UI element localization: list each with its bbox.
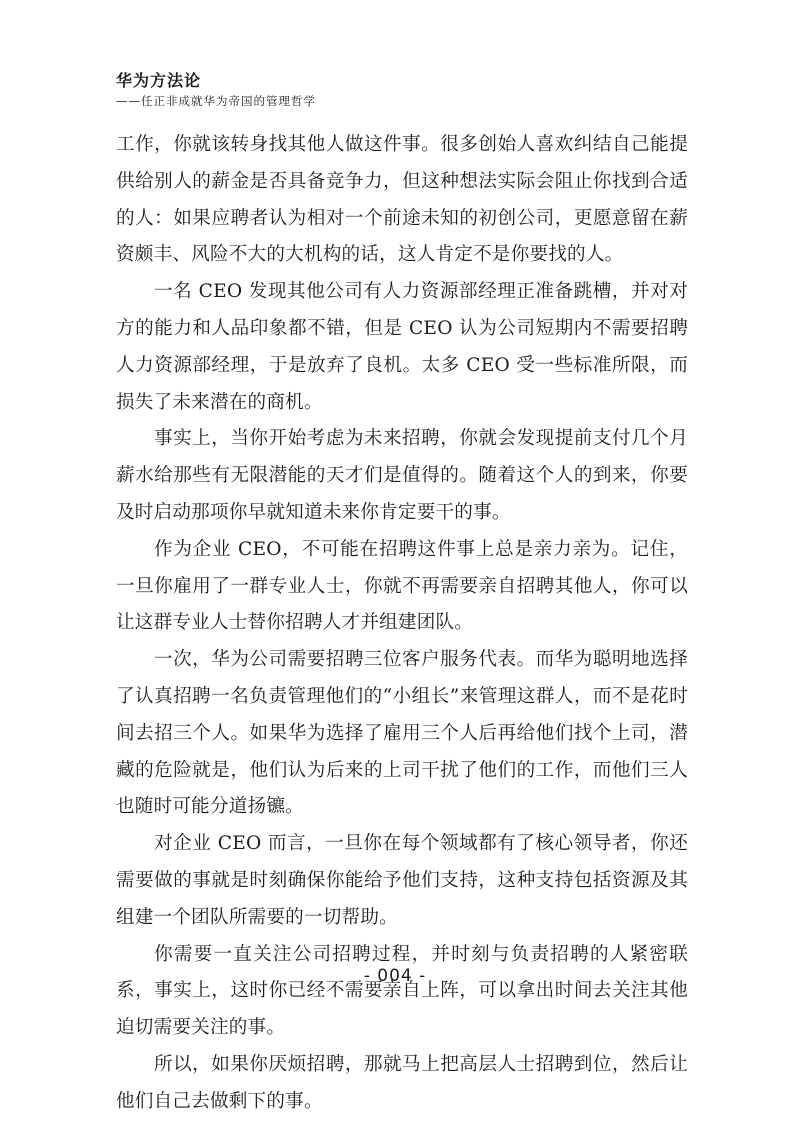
paragraph: 你需要一直关注公司招聘过程，并时刻与负责招聘的人紧密联系，事实上，这时你已经不需要亲自上阵，可以拿出时间去关注其他迫切需要关注的事。 [116, 943, 688, 1039]
page-number: - 004 - [363, 966, 427, 986]
running-header [116, 70, 316, 109]
paragraph: 事实上，当你开始考虑为未来招聘，你就会发现提前支付几个月薪水给那些有无限潜能的天才们是值得的。随着这个人的到来，你要及时启动那项你早就知道未来你肯定要干的事。 [116, 428, 688, 523]
paragraph-continued: 工作，你就该转身找其他人做这件事。很多创始人喜欢纠结自己能提供给别人的薪金是否具备竞争力，但这种想法实际会阻止你找到合适的人：如果应聘者认为相对一个前途未知的初创公司，更愿意留在薪资颇丰、风险不大的大机构的话，这人肯定不是你要找的人。 [116, 134, 688, 266]
paragraph: 对企业 CEO 而言，一旦你在每个领域都有了核心领导者，你还需要做的事就是时刻确保你能给予他们支持，这种支持包括资源及其组建一个团队所需要的一切帮助。 [116, 833, 688, 928]
paragraph: 一次，华为公司需要招聘三位客户服务代表。而华为聪明地选择了认真招聘一名负责管理他们的“小组长”来管理这群人，而不是花时间去招三个人。如果华为选择了雇用三个人后再给他们找个上司，潜藏的危险就是，他们认为后来的上司干扰了他们的工作，而他们三人也随时可能分道扬镳。 [116, 649, 688, 818]
paragraph: 一名 CEO 发现其他公司有人力资源部经理正准备跳槽，并对对方的能力和人品印象都不错，但是 CEO 认为公司短期内不需要招聘人力资源部经理，于是放弃了良机。太多 CEO 受一些标准所限，而损失了未来潜在的商机。 [116, 281, 688, 413]
paragraph: 所以，如果你厌烦招聘，那就马上把高层人士招聘到位，然后让他们自己去做剩下的事。 [116, 1053, 688, 1112]
book-subtitle: ——任正非成就华为帝国的管理哲学 [116, 94, 316, 108]
book-title: 华为方法论 [116, 71, 202, 90]
paragraph: 作为企业 CEO，不可能在招聘这件事上总是亲力亲为。记住，一旦你雇用了一群专业人士，你就不再需要亲自招聘其他人，你可以让这群专业人士替你招聘人才并组建团队。 [116, 538, 688, 634]
